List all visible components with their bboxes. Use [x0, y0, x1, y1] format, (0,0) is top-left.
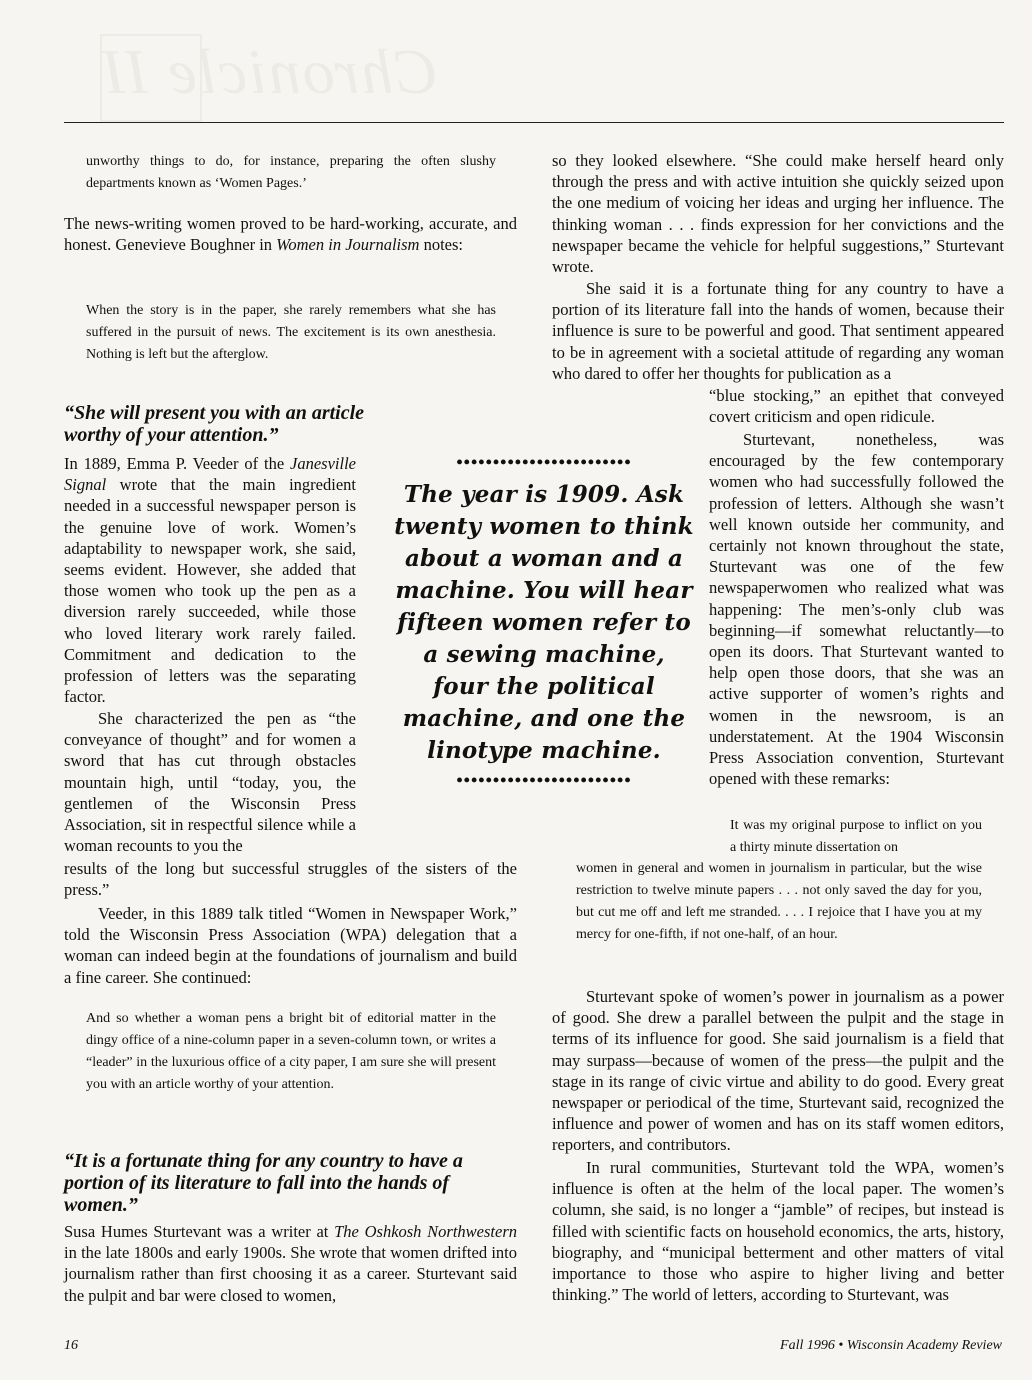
left-paragraph-3-wrapped: She characterized the pen as “the conveyance of thought” and for women a sword that has cut through obstacles mountain high, until “today, you, the gentlemen of the Wisconsin Press Association, sit in respectful silence while a woman recounts to you the — [64, 709, 356, 856]
subhead-1: “She will present you with an article worthy of your attention.” — [64, 402, 365, 446]
right-paragraph-3: Sturtevant, nonetheless, was encouraged by the few contemporary women who had successfully followed the profession of letters. Although she wasn’t well known outside her community, and certainly not known throughout the state, Sturtevant was one of the few newspaperwomen who realized what was happening: The men’s-only club was beginning—if somewhat reluctantly—to open its doors. That Sturtevant wanted to help open those doors, that she was an active supporter of women’s rights and women in the newsroom, is an understatement. At the 1904 Wisconsin Press Association convention, Sturtevant opened with these remarks: — [709, 430, 1004, 789]
page-number: 16 — [64, 1338, 78, 1353]
right-extract-full: women in general and women in journalism in particular, but the wise restriction to twelve minute papers . . . not only saved the day for you, but cut me off and left me stranded. . . . I rejoice that I have you at my mercy for one-fifth, if not one-half, of an hour. — [576, 861, 982, 942]
left-extract-1: unworthy things to do, for instance, preparing the often slushy departments known as ‘Women Pages.’ — [86, 154, 496, 191]
left-paragraph-1: The news-writing women proved to be hard-working, accurate, and honest. Genevieve Boughner in Women in Journalism notes: — [64, 214, 517, 255]
right-extract-wrapped: It was my original purpose to inflict on you a thirty minute dissertation on — [730, 818, 982, 855]
right-paragraph-2: She said it is a fortunate thing for any country to have a portion of its literature fall into the hands of women, because their influence is sure to be powerful and good. That sentiment appeared to be in agreement with a societal attitude of regarding any woman who dared to offer her thoughts for publication as a — [552, 279, 1004, 383]
left-paragraph-3-full: results of the long but successful struggles of the sisters of the press.” — [64, 859, 517, 900]
left-extract-2: When the story is in the paper, she rarely remembers what she has suffered in the pursuit of news. The excitement is its own anesthesia. Nothing is left but the afterglow. — [86, 303, 496, 362]
left-extract-3: And so whether a woman pens a bright bit of editorial matter in the dingy office of a nine-column paper in a seven-column town, or writes a “leader” in the luxurious office of a city paper, I am sure she will present you with an article worthy of your attention. — [86, 1011, 496, 1092]
right-paragraph-4: Sturtevant spoke of women’s power in journalism as a power of good. She drew a parallel between the pulpit and the stage in terms of its influence for good. She said journalism is a field that may surpass—because of women of the press—the pulpit and the stage in its range of civic virtue and ability to do good. Every great newspaper or periodical of the time, Sturtevant said, recognized the influence and power of women and has on its staff women editors, reporters, and contributors. — [552, 987, 1004, 1155]
newspaper-title: Janesville Signal — [64, 454, 356, 495]
book-title: Women in Journalism — [276, 235, 420, 255]
newspaper-title: The Oshkosh Northwestern — [334, 1222, 518, 1241]
header-rule — [64, 122, 1004, 123]
right-paragraph-1: so they looked elsewhere. “She could make herself heard only through the press and with active intuition she quickly seized upon the one medium of voicing her ideas and urging her influence. The thinking woman . . . finds expression for her convictions and the newspaper became the vehicle for helpful suggestions,” Sturtevant wrote. — [552, 151, 1004, 277]
pull-quote — [394, 452, 694, 790]
pull-quote-bottom-dots: •••••••••••••••••••••••• — [456, 770, 632, 790]
pull-quote-top-dots: •••••••••••••••••••••••• — [456, 452, 632, 472]
issue-line: Fall 1996 • Wisconsin Academy Review — [780, 1338, 1002, 1353]
pull-quote-text: The year is 1909. Ask twenty women to think about a woman and a machine. You will hear fifteen women refer to a sewing machine, four the political machine, and one the linotype machine. — [394, 481, 694, 764]
right-paragraph-5: In rural communities, Sturtevant told the WPA, women’s influence is often at the helm of the local paper. The women’s column, she said, is no longer a “jamble” of recipes, but instead is filled with scientific facts on household economics, the arts, history, biography, and “municipal betterment and other matters of vital importance to those who aspire to higher living and better thinking.” The world of letters, according to Sturtevant, was — [552, 1158, 1004, 1305]
subhead-2: “It is a fortunate thing for any country to have a portion of its literature to fall into the hands of women.” — [64, 1150, 463, 1216]
left-paragraph-5: Susa Humes Sturtevant was a writer at The Oshkosh Northwestern in the late 1800s and early 1900s. She wrote that women drifted into journalism rather than first choosing it as a career. Sturtevant said the pulpit and bar were closed to women, — [64, 1222, 518, 1305]
show-through-section-title: Chronicle II — [101, 36, 438, 107]
left-paragraph-4: Veeder, in this 1889 talk titled “Women in Newspaper Work,” told the Wisconsin Press Association (WPA) delegation that a woman can indeed begin at the foundations of journalism and build a fine career. She continued: — [64, 904, 517, 987]
right-paragraph-2-wrapped: “blue stocking,” an epithet that conveyed covert criticism and open ridicule. — [709, 386, 1004, 427]
left-paragraph-2: In 1889, Emma P. Veeder of the Janesville Signal wrote that the main ingredient needed in a successful newspaper person is the genuine love of work. Women’s adaptability to newspaper work, she said, seems evident. However, she added that those women who took up the pen as a diversion rarely succeeded, while those who loved literary work rarely failed. Commitment and dedication to the profession of letters was the separating factor. — [64, 454, 356, 707]
